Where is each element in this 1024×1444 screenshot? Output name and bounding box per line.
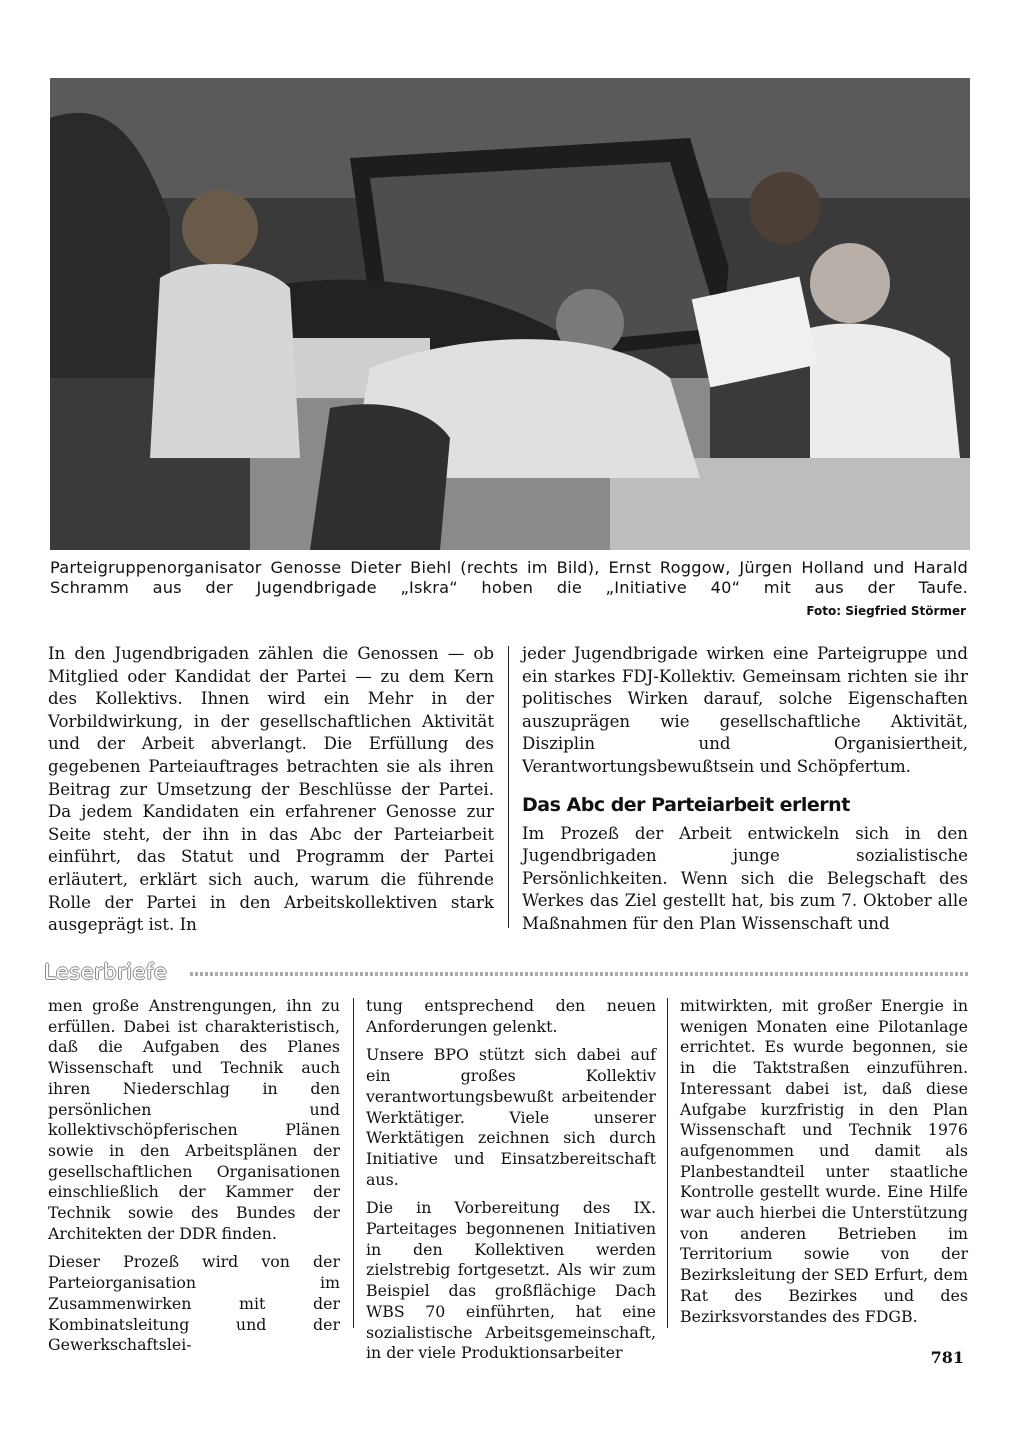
letters-paragraph: men große Anstrengungen, ihn zu erfüllen. Dabei ist charakteristisch, daß die Aufgaben des Planes Wissenschaft und Technik auch ihren Niederschlag in den persönlichen und kollektivschöpferischen Plänen sowie in den Arbeitsplänen der gesellschaftlichen Organisationen einschließlich der Kammer der Technik sowie des Bundes der Architekten der DDR finden. xyxy=(48,996,340,1243)
article-column-2 xyxy=(522,643,968,936)
letters-paragraph: Die in Vorbereitung des IX. Parteitages begonnenen Initiativen in den Kollektiven werden zielstrebig fortgesetzt. Als wir zum Beispiel das großflächige Dach WBS 70 einführten, hat eine sozialistische Arbeitsgemeinschaft, in der viele Produktionsarbeiter xyxy=(366,1198,656,1363)
leserbriefe-title: Leserbriefe xyxy=(44,960,168,984)
page-number: 781 xyxy=(930,1348,964,1367)
workshop-photo xyxy=(50,78,970,550)
article-column-1 xyxy=(48,643,494,937)
photo-illustration xyxy=(50,78,970,550)
leserbriefe-header xyxy=(44,958,970,988)
column-divider xyxy=(508,646,509,928)
article-paragraph: jeder Jugendbrigade wirken eine Parteigruppe und ein starkes FDJ-Kollektiv. Gemeinsam richten sie ihr politisches Wirken darauf, solche Eigenschaften auszuprägen wie gesellschaftliche Aktivität, Disziplin und Organisiertheit, Verantwortungsbewußtsein und Schöpfertum. xyxy=(522,644,968,776)
article-paragraph: Im Prozeß der Arbeit entwickeln sich in den Jugendbrigaden junge sozialistische Persönlichkeiten. Wenn sich die Belegschaft des Werkes das Ziel gestellt hat, bis zum 7. Oktober alle Maßnahmen für den Plan Wissenschaft und xyxy=(522,823,968,933)
photo-credit: Foto: Siegfried Störmer xyxy=(806,604,966,618)
column-divider xyxy=(353,998,354,1328)
section-heading: Das Abc der Parteiarbeit erlernt xyxy=(522,793,850,816)
letters-paragraph: Unsere BPO stützt sich dabei auf ein großes Kollektiv verantwortungsbewußt arbeitender Werktätiger. Viele unserer Werktätigen zeichnen sich durch Initiative und Einsatzbereitschaft aus. xyxy=(366,1045,656,1189)
letters-column-3 xyxy=(680,996,968,1335)
dotted-rule xyxy=(190,972,970,976)
letters-paragraph: Dieser Prozeß wird von der Parteiorganisation im Zusammenwirken mit der Kombinatsleitung und der Gewerkschaftslei- xyxy=(48,1252,340,1355)
letters-column-2 xyxy=(366,996,656,1372)
letters-paragraph: mitwirkten, mit großer Energie in wenigen Monaten eine Pilotanlage errichtet. Es wurde begonnen, sie in die Taktstraßen einzuführen. Interessant dabei ist, daß diese Aufgabe kurzfristig in den Plan Wissenschaft und Technik 1976 aufgenommen und damit als Planbestandteil unter staatliche Kontrolle gestellt wurde. Eine Hilfe war auch hierbei die Unterstützung von anderen Betrieben im Territorium sowie von der Bezirksleitung der SED Erfurt, dem Rat des Bezirkes und des Bezirksvorstandes des FDGB. xyxy=(680,996,968,1326)
letters-column-1 xyxy=(48,996,340,1364)
photo-caption: Parteigruppenorganisator Genosse Dieter Biehl (rechts im Bild), Ernst Roggow, Jürgen Holland und Harald Schramm aus der Jugendbrigade „Iskra“ hoben die „Initiative 40“ mit aus der Taufe. xyxy=(50,558,968,597)
letters-paragraph: tung entsprechend den neuen Anforderungen gelenkt. xyxy=(366,996,656,1036)
article-paragraph: In den Jugendbrigaden zählen die Genossen — ob Mitglied oder Kandidat der Partei — zu dem Kern des Kollektivs. Ihnen wird ein Mehr in der Vorbildwirkung, in der gesellschaftlichen Aktivität und der Arbeit abverlangt. Die Erfüllung des gegebenen Parteiauftrages betrachten sie als ihren Beitrag zur Umsetzung der Beschlüsse der Partei. Da jedem Kandidaten ein erfahrener Genosse zur Seite steht, der ihn in das Abc der Parteiarbeit einführt, das Statut und Programm der Partei erläutert, erklärt sich auch, warum die führende Rolle der Partei in den Arbeitskollektiven stark ausgeprägt ist. In xyxy=(48,644,494,935)
column-divider xyxy=(667,998,668,1328)
